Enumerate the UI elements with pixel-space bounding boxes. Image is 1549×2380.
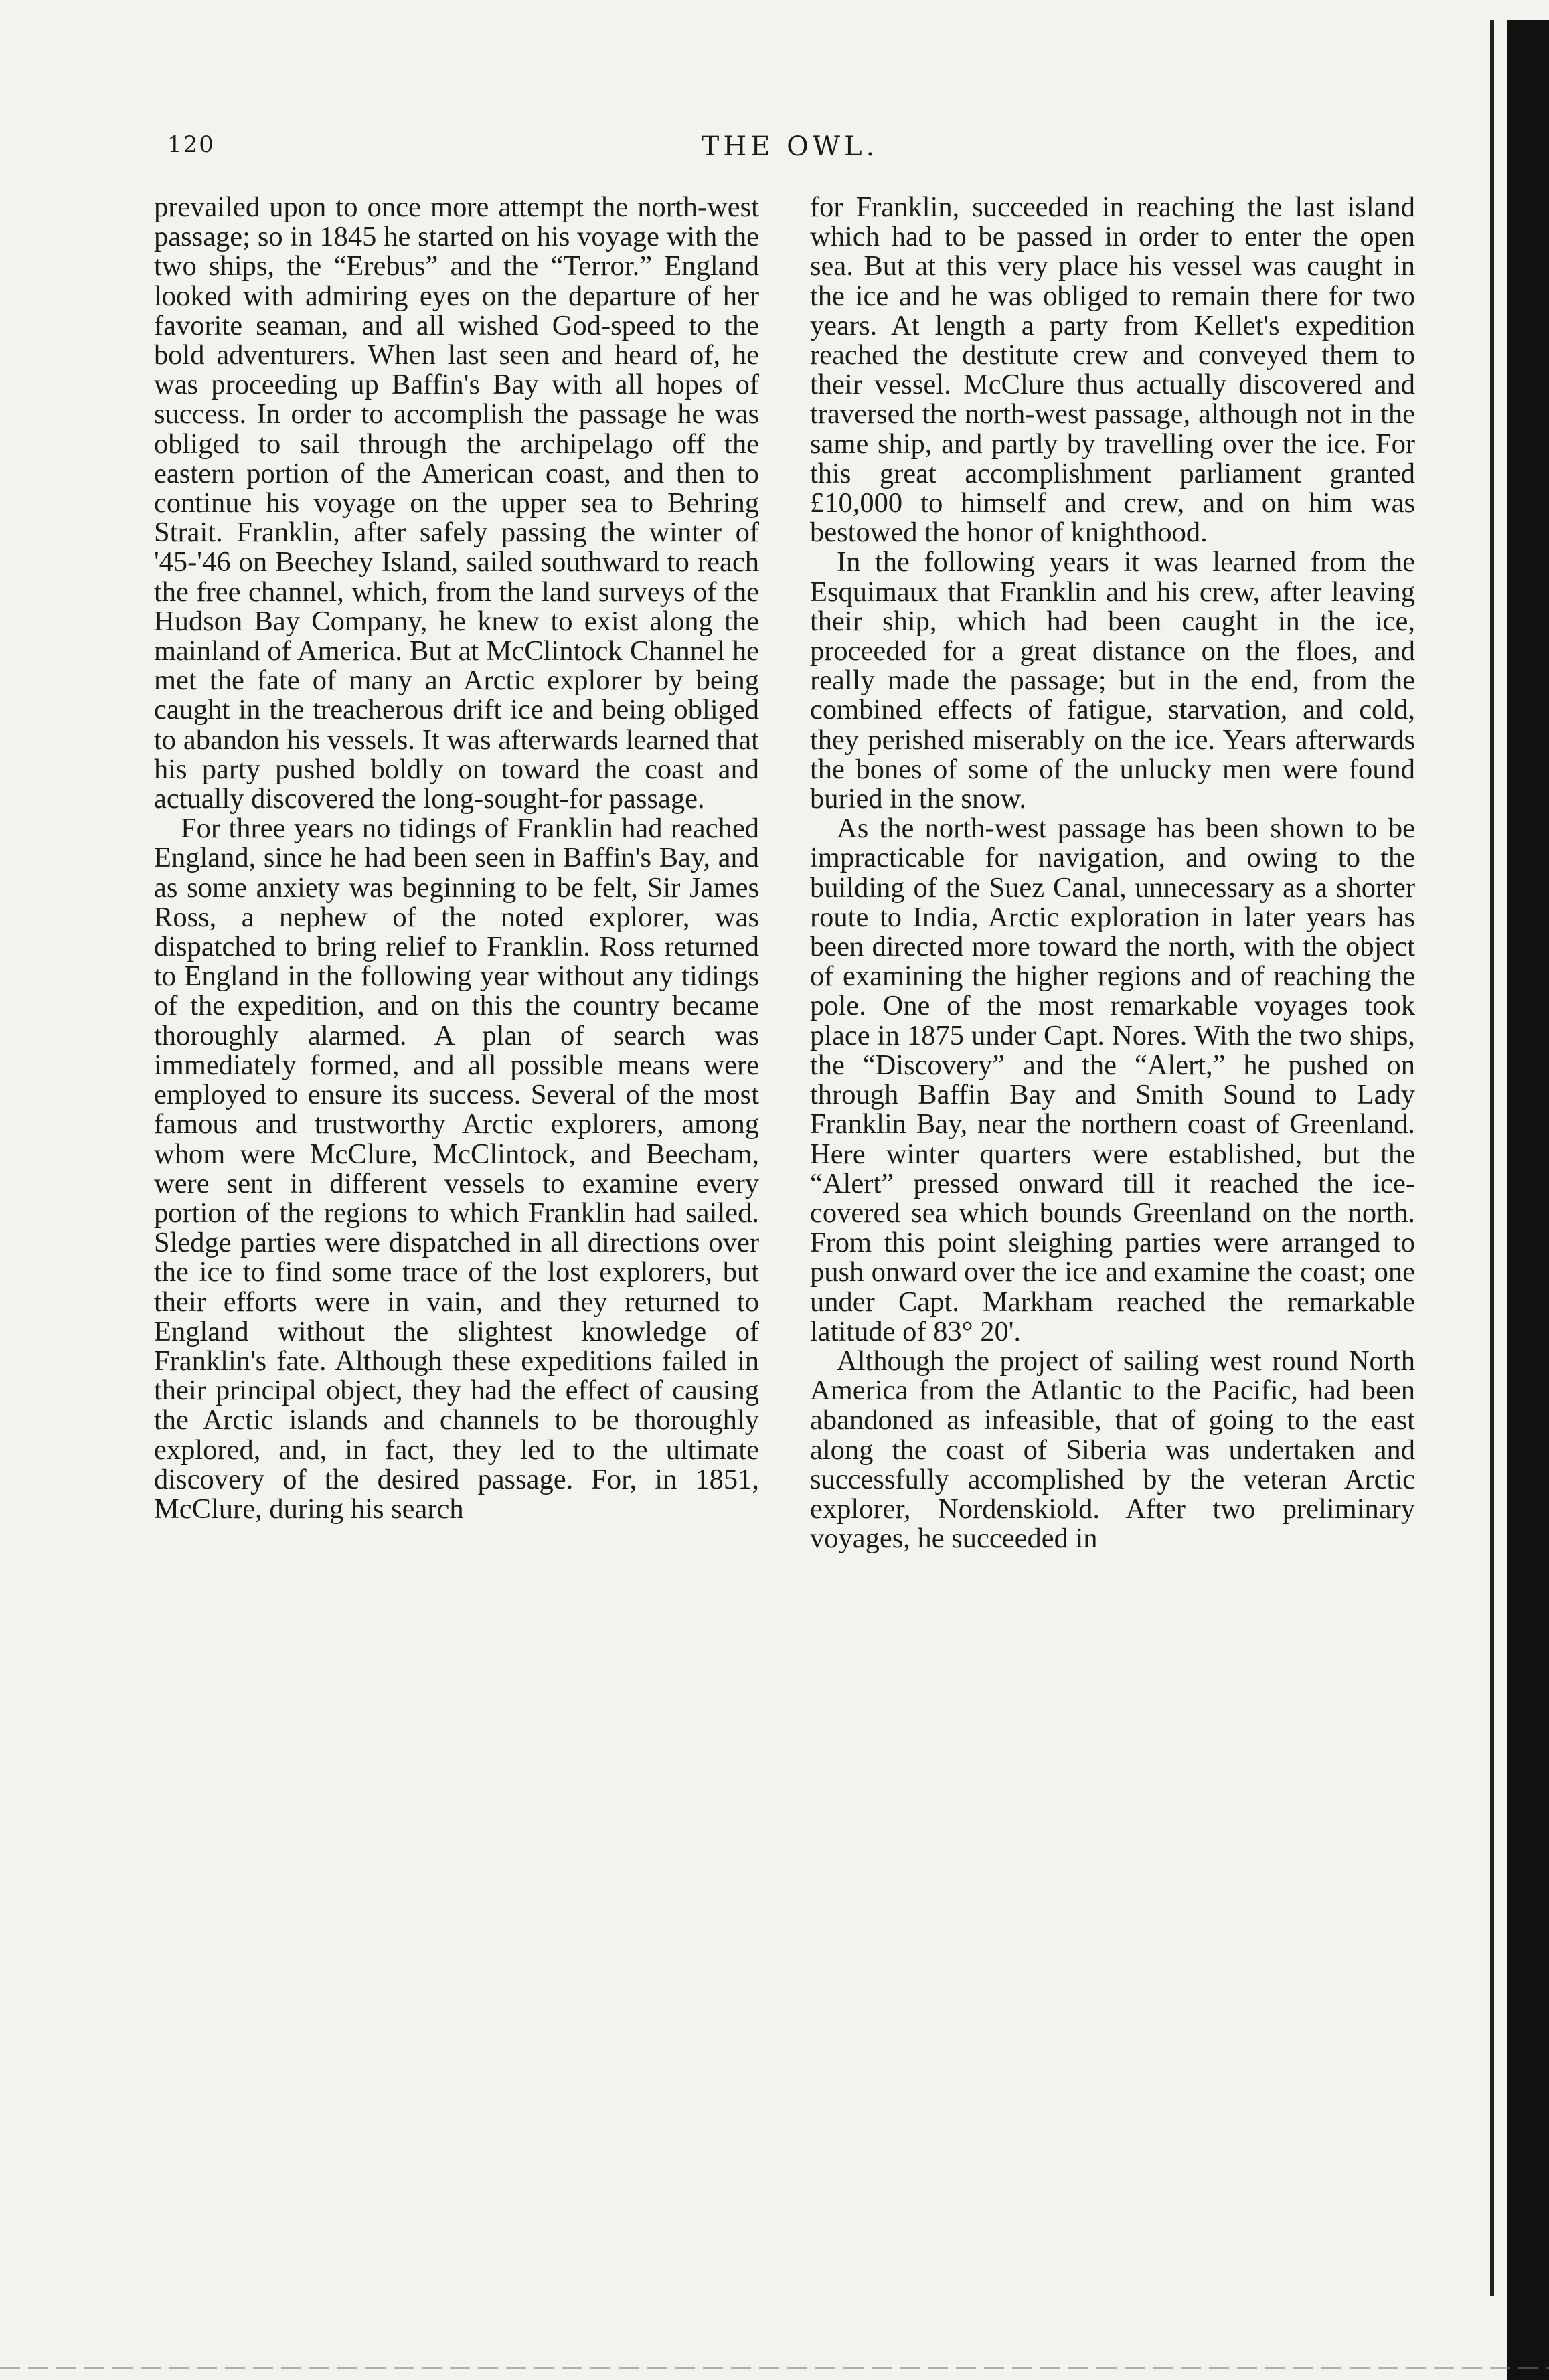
running-title: THE OWL. — [701, 131, 879, 162]
binding-edge — [1507, 20, 1549, 2380]
left-paragraph-1: prevailed upon to once more attempt the north-west passage; so in 1845 he started on his voyage with the two ships, the “Erebus” and the “Terror.” England looked with admiring eyes on the departure of her favorite seaman, and all wished God-speed to the bold adventurers. When last seen and heard of, he was proceeding up Baffin's Bay with all hopes of success. In order to accomplish the passage he was obliged to sail through the archipelago off the eastern portion of the American coast, and then to continue his voyage on the upper sea to Behring Strait. Franklin, after safely passing the winter of '45-'46 on Beechey Island, sailed southward to reach the free channel, which, from the land surveys of the Hudson Bay Company, he knew to exist along the mainland of America. But at McClintock Channel he met the fate of many an Arctic explorer by being caught in the treacherous drift ice and being obliged to abandon his vessels. It was afterwards learned that his party pushed boldly on toward the coast and actually discovered the long-sought-for passage. — [154, 191, 759, 815]
right-paragraph-4: Although the project of sailing west round North America from the Atlantic to the Pacific, had been abandoned as infeasible, that of going to the east along the coast of Siberia was undertaken and successfully accomplished by the veteran Arctic explorer, Nordenskiold. After two preliminary voyages, he succeeded in — [810, 1345, 1415, 1555]
bottom-scan-rule — [0, 2367, 1549, 2369]
right-paragraph-3: As the north-west passage has been shown to be impracticable for navigation, and owing to the building of the Suez Canal, unnecessary as a shorter route to India, Arctic exploration in later years has been directed more toward the north, with the object of examining the higher regions and of reaching the pole. One of the most remarkable voyages took place in 1875 under Capt. Nores. With the two ships, the “Discovery” and the “Alert,” he pushed on through Baffin Bay and Smith Sound to Lady Franklin Bay, near the northern coast of Greenland. Here winter quarters were established, but the “Alert” pressed onward till it reached the ice-covered sea which bounds Greenland on the north. From this point sleighing parties were arranged to push onward over the ice and examine the coast; one under Capt. Markham reached the remarkable latitude of 83° 20'. — [810, 813, 1415, 1347]
left-paragraph-2: For three years no tidings of Franklin had reached England, since he had been seen in Baffin's Bay, and as some anxiety was beginning to be felt, Sir James Ross, a nephew of the noted explorer, was dispatched to bring relief to Franklin. Ross returned to England in the following year without any tidings of the expedition, and on this the country became thoroughly alarmed. A plan of search was immediately formed, and all possible means were employed to ensure its success. Several of the most famous and trustworthy Arctic explorers, among whom were McClure, McClintock, and Beecham, were sent in different vessels to examine every portion of the regions to which Franklin had sailed. Sledge parties were dispatched in all directions over the ice to find some trace of the lost explorers, but their efforts were in vain, and they returned to England without the slightest knowledge of Franklin's fate. Although these expeditions failed in their principal object, they had the effect of causing the Arctic islands and channels to be thoroughly explored, and, in fact, they led to the ultimate discovery of the desired passage. For, in 1851, McClure, during his search — [154, 813, 759, 1525]
right-paragraph-2: In the following years it was learned from the Esquimaux that Franklin and his crew, after leaving their ship, which had been caught in the ice, proceeded for a great distance on the floes, and really made the passage; but in the end, from the combined effects of fatigue, starvation, and cold, they perished miserably on the ice. Years afterwards the bones of some of the unlucky men were found buried in the snow. — [810, 546, 1415, 815]
right-paragraph-1: for Franklin, succeeded in reaching the last island which had to be passed in order to enter the open sea. But at this very place his vessel was caught in the ice and he was obliged to remain there for two years. At length a party from Kellet's expedition reached the destitute crew and conveyed them to their vessel. McClure thus actually discovered and traversed the north-west passage, although not in the same ship, and partly by travelling over the ice. For this great accomplishment parliament granted £10,000 to himself and crew, and on him was bestowed the honor of knighthood. — [810, 191, 1415, 549]
left-column — [154, 193, 759, 2341]
page-number: 120 — [167, 131, 215, 158]
binding-shadow-line — [1490, 20, 1494, 2296]
right-column — [810, 193, 1415, 2341]
page-header — [167, 131, 1412, 171]
